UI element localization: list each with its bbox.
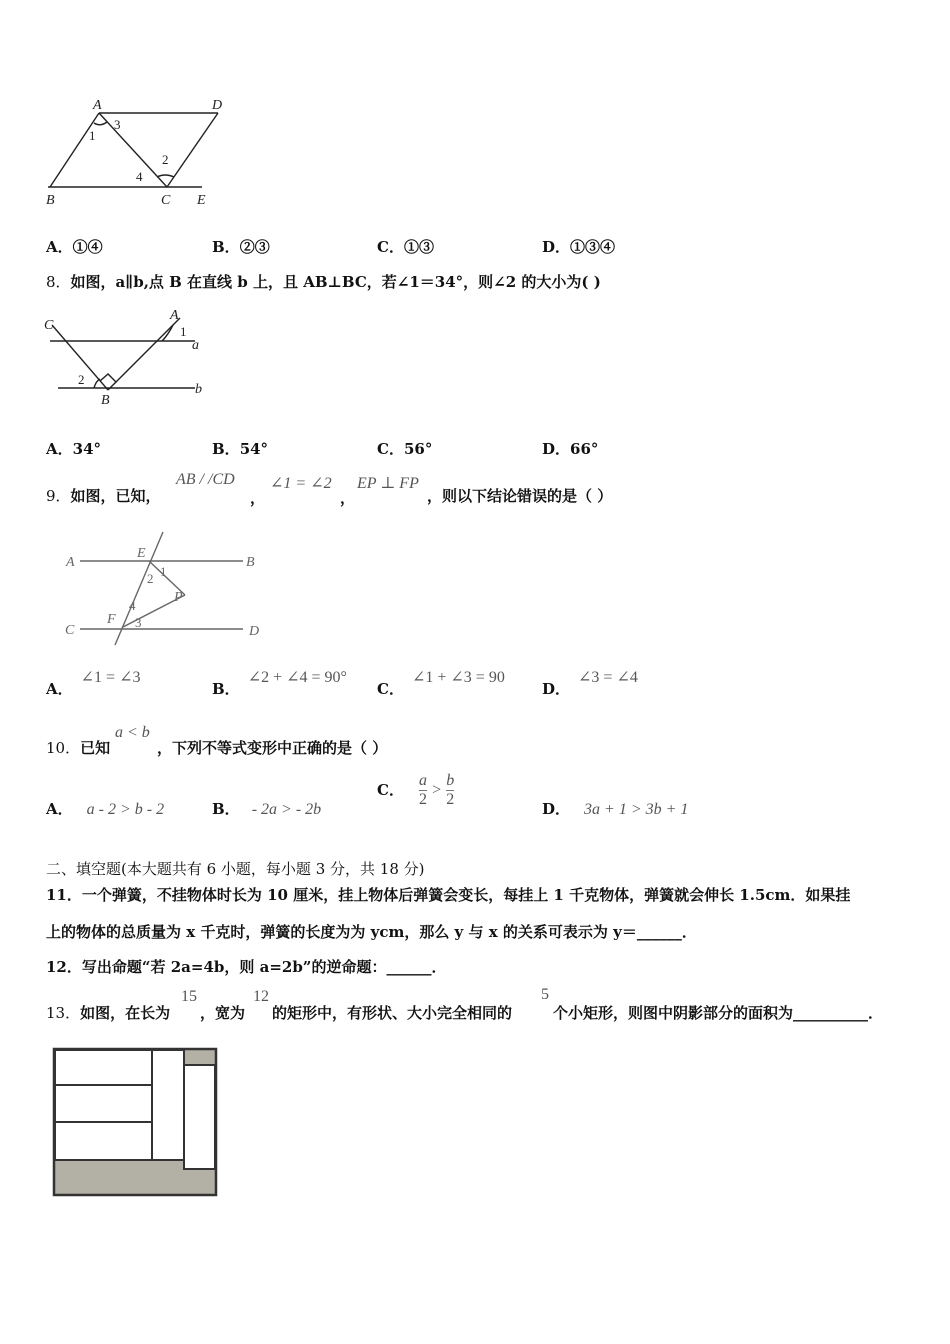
- q9-condition-perpendicular: EP ⊥ FP: [357, 475, 419, 492]
- option-text: ∠1 = ∠3: [80, 669, 141, 686]
- q9-condition-angles: ∠1 = ∠2: [270, 475, 332, 492]
- q8-figure: [40, 305, 215, 405]
- q11-line1: 11．一个弹簧，不挂物体时长为 10 厘米，挂上物体后弹簧会变长，每挂上 1 千克物体，弹簧就会伸长 1.5cm．如果挂: [46, 886, 851, 904]
- q13-figure: [50, 1045, 222, 1200]
- q7-option-c[interactable]: [377, 236, 434, 257]
- q7-option-a[interactable]: [46, 236, 103, 257]
- option-text: - 2a > - 2b: [251, 801, 322, 818]
- q7-label: 4: [136, 169, 143, 184]
- option-letter: B．: [212, 800, 240, 818]
- q9-label: 4: [129, 598, 136, 613]
- q13-small-rectangle: [55, 1050, 152, 1085]
- q8-label: 1: [180, 324, 187, 339]
- q8-angle-arc: [94, 379, 100, 388]
- option-text: 66°: [570, 440, 599, 458]
- q7-label: 3: [114, 117, 121, 132]
- q10-stem-suffix: ，下列不等式变形中正确的是（ ）: [157, 739, 388, 757]
- question-number: 13．: [46, 1004, 81, 1022]
- option-text: a - 2 > b - 2: [86, 801, 165, 818]
- q8-angle-arc: [162, 325, 173, 341]
- q10-option-c[interactable]: [377, 772, 454, 809]
- option-letter: A．: [46, 680, 73, 698]
- q13-small-rectangle: [152, 1050, 184, 1160]
- q7-label: B: [46, 193, 55, 208]
- q7-label: A: [93, 98, 102, 113]
- q7-option-b[interactable]: [212, 236, 270, 257]
- q8-line-ba: [108, 318, 180, 390]
- comparison-operator: >: [432, 781, 442, 799]
- q8-option-d[interactable]: [542, 438, 598, 459]
- section-title: 二、填空题(本大题共有 6 小题，每小题 3 分，共 18 分): [46, 860, 425, 878]
- option-text: ①④: [72, 238, 103, 256]
- option-letter: A．: [46, 800, 73, 818]
- q7-option-d[interactable]: [542, 236, 615, 257]
- q7-label: 1: [89, 128, 96, 143]
- option-letter: D．: [542, 440, 571, 458]
- q13-number: [46, 1002, 170, 1023]
- q10-stem-prefix: [46, 737, 110, 758]
- q13-small-rectangle: [55, 1085, 152, 1122]
- question-text: 如图，已知，: [70, 487, 161, 505]
- q7-angle-arc: [157, 175, 174, 177]
- option-letter: C．: [377, 238, 404, 256]
- question-number: 8．: [46, 273, 71, 291]
- q7-line-ab: [50, 113, 99, 187]
- option-text: 54°: [239, 440, 269, 458]
- q8-label: A: [170, 308, 179, 323]
- q9-label: P: [174, 590, 183, 605]
- q7-line-ac: [99, 113, 167, 187]
- q8-option-b[interactable]: [212, 438, 268, 459]
- q13-text: 的矩形中，有形状、大小完全相同的: [272, 1004, 513, 1022]
- option-text: ∠3 = ∠4: [578, 669, 638, 686]
- option-text: 56°: [403, 440, 433, 458]
- option-letter: C．: [377, 440, 404, 458]
- q13-width-value: 12: [253, 988, 269, 1005]
- option-text: ∠2 + ∠4 = 90°: [247, 669, 347, 686]
- option-text: ①③④: [570, 238, 616, 256]
- q9-comma: ，: [340, 489, 356, 507]
- q8-label: a: [192, 338, 199, 353]
- q9-option-b[interactable]: [212, 666, 347, 698]
- q7-label: E: [197, 193, 206, 208]
- q9-option-a[interactable]: [46, 666, 141, 698]
- q13-small-rectangle: [55, 1122, 152, 1160]
- q7-label: C: [161, 193, 171, 208]
- denominator: 2: [446, 791, 455, 808]
- q8-label: 2: [78, 372, 85, 387]
- q8-option-a[interactable]: [46, 438, 101, 459]
- question-text: 如图，在长为: [80, 1004, 171, 1022]
- option-text: ∠1 + ∠3 = 90: [411, 669, 505, 686]
- option-letter: D．: [542, 680, 571, 698]
- q12-text: 12．写出命题“若 2a=4b，则 a=2b”的逆命题：______．: [46, 958, 447, 976]
- q13-small-rectangle: [184, 1065, 215, 1169]
- q13-text: 个小矩形，则图中阴影部分的面积为__________．: [553, 1004, 884, 1022]
- q8-right-angle: [100, 374, 116, 382]
- q10-option-a[interactable]: [46, 798, 164, 819]
- question-text: 已知: [80, 739, 111, 757]
- q9-figure: [60, 530, 270, 650]
- option-letter: A．: [46, 440, 73, 458]
- option-letter: C．: [377, 680, 404, 698]
- q8-label: C: [44, 318, 54, 333]
- q7-line-cd: [167, 113, 218, 187]
- option-text: 34°: [72, 440, 102, 458]
- numerator: b: [446, 772, 455, 789]
- option-letter: B．: [212, 680, 240, 698]
- q11-line2: 上的物体的总质量为 x 千克时，弹簧的长度为为 ycm，那么 y 与 x 的关系可表示为 y＝______．: [46, 923, 697, 941]
- q10-condition: a < b: [115, 724, 150, 741]
- option-letter: B．: [212, 440, 240, 458]
- q10-option-d[interactable]: [542, 798, 688, 819]
- option-letter: D．: [542, 238, 571, 256]
- q9-label: E: [137, 546, 146, 561]
- option-letter: A．: [46, 238, 73, 256]
- q7-label: 2: [162, 152, 169, 167]
- q9-option-c[interactable]: [377, 666, 505, 698]
- q8-label: B: [101, 393, 110, 405]
- fraction: [419, 772, 427, 809]
- question-number: 9．: [46, 487, 71, 505]
- q9-comma: ，: [250, 489, 266, 507]
- q9-stem-prefix: [46, 485, 161, 506]
- q10-option-b[interactable]: [212, 798, 321, 819]
- q9-label: C: [65, 623, 75, 638]
- denominator: 2: [419, 791, 428, 808]
- option-letter: B．: [212, 238, 240, 256]
- option-letter: C．: [377, 781, 404, 799]
- q9-label: F: [107, 612, 116, 627]
- q9-label: B: [246, 555, 255, 570]
- q8-option-c[interactable]: [377, 438, 432, 459]
- q13-text: ，宽为: [200, 1004, 246, 1022]
- q9-label: 1: [160, 564, 167, 579]
- numerator: a: [419, 772, 428, 789]
- q13-length-value: 15: [181, 988, 197, 1005]
- q9-label: 3: [135, 615, 142, 630]
- q8-label: b: [195, 382, 202, 397]
- q9-condition-parallel: AB / /CD: [176, 471, 235, 488]
- option-letter: D．: [542, 800, 571, 818]
- option-text: ②③: [239, 238, 270, 256]
- question-number: 10．: [46, 739, 81, 757]
- q13-count-value: 5: [541, 986, 549, 1003]
- q9-option-d[interactable]: [542, 666, 638, 698]
- q9-label: 2: [147, 571, 154, 586]
- q8-stem: [46, 271, 601, 292]
- q7-figure: [40, 95, 225, 210]
- option-text: ①③: [403, 238, 434, 256]
- q9-stem-suffix: ，则以下结论错误的是（ ）: [427, 487, 613, 505]
- q7-label: D: [212, 98, 223, 113]
- q9-label: A: [66, 555, 75, 570]
- question-text: 如图，a∥b,点 B 在直线 b 上，且 AB⊥BC，若∠1＝34°，则∠2 的大小为( ): [70, 273, 601, 291]
- option-text: 3a + 1 > 3b + 1: [584, 801, 689, 818]
- q9-label: D: [249, 624, 260, 639]
- q7-angle-arc: [94, 122, 107, 125]
- fraction: [446, 772, 454, 809]
